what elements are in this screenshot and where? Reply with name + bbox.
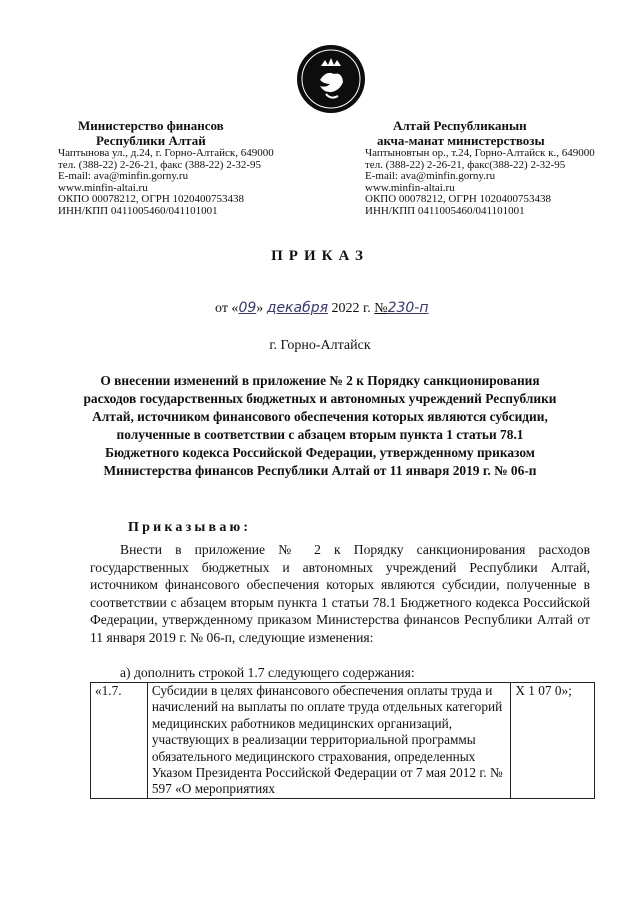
ministry-address: Чаптынова ул., д.24, г. Горно-Алтайск, 649000 bbox=[58, 147, 274, 159]
date-year: 2022 г. bbox=[328, 301, 375, 316]
order-city: г. Горно-Алтайск bbox=[269, 338, 371, 353]
order-title: ПРИКАЗ bbox=[271, 248, 369, 264]
order-date-line bbox=[215, 300, 429, 317]
ministry-okpo: ОКПО 00078212, ОГРН 1020400753438 bbox=[58, 193, 245, 205]
ministry-altai-address: Чаптыновтын ор., т.24, Горно-Алтайск к., 649000 bbox=[365, 147, 595, 159]
date-prefix: от « bbox=[215, 301, 239, 316]
ministry-altai-inn: ИНН/КПП 0411005460/041101001 bbox=[365, 204, 525, 217]
row-number-cell: «1.7. bbox=[91, 683, 148, 799]
amendment-table bbox=[90, 682, 595, 799]
ministry-title-altai-line1: Алтай Республиканын bbox=[393, 118, 527, 133]
ministry-header-russian bbox=[58, 118, 318, 217]
handwritten-number: 230-п bbox=[387, 300, 429, 316]
order-subject: О внесении изменений в приложение № 2 к Порядку санкционирования расходов государственных бюджетных и автономных учреждений Республики Алтай, источником финансового обеспечения которых являются субсидии, полученные в соответствии с абзацем вторым пункта 1 статьи 78.1 Бюджетного кодекса Российской Федерации, утвержденному приказом Министерства финансов Республики Алтай от 11 января 2019 г. № 06-п bbox=[83, 373, 557, 478]
ministry-header-altai bbox=[365, 118, 625, 217]
prikazyvayu-heading: Приказываю: bbox=[128, 520, 252, 535]
handwritten-day: 09 bbox=[238, 300, 257, 316]
coat-of-arms-emblem bbox=[296, 44, 366, 114]
handwritten-month: декабря bbox=[266, 300, 329, 316]
ministry-altai-phone: тел. (388-22) 2-26-21, факс(388-22) 2-32-95 bbox=[365, 158, 566, 171]
ministry-altai-email: E-mail: ava@minfin.gorny.ru bbox=[365, 170, 496, 182]
ministry-title-altai-line2: акча-манат министерствозы bbox=[377, 133, 545, 148]
row-text-cell: Субсидии в целях финансового обеспечения оплаты труда и начислений на выплаты по оплате труда отдельных категорий медицинских работников медицинских организаций, участвующих в реализации территориальной программы обязательного медицинского страхования, определенных Указом Президента Российской Федерации от 7 мая 2012 г. № 597 «О мероприятиях bbox=[147, 683, 510, 799]
ministry-title-line1: Министерство финансов bbox=[78, 118, 224, 133]
ministry-altai-okpo: ОКПО 00078212, ОГРН 1020400753438 bbox=[365, 193, 552, 205]
ministry-inn: ИНН/КПП 0411005460/041101001 bbox=[58, 204, 218, 217]
item-a: а) дополнить строкой 1.7 следующего содержания: bbox=[120, 665, 415, 680]
row-code-cell: Х 1 07 0»; bbox=[511, 683, 595, 799]
table-row bbox=[91, 683, 595, 799]
number-prefix: № bbox=[374, 301, 388, 316]
order-body bbox=[90, 541, 590, 646]
ministry-site: www.minfin-altai.ru bbox=[58, 181, 148, 194]
body-paragraph: Внести в приложение № 2 к Порядку санкционирования расходов государственных бюджетных и автономных учреждений Республики Алтай, источником финансового обеспечения которых являются субсидии, полученные в соответствии с абзацем вторым пункта 1 статьи 78.1 Бюджетного кодекса Российской Федерации, утвержденному приказом Министерства финансов Республики Алтай от 11 января 2019 г. № 06-п, следующие изменения: bbox=[90, 542, 590, 645]
ministry-title-line2: Республики Алтай bbox=[96, 133, 206, 148]
date-mid: » bbox=[256, 301, 267, 316]
ministry-phone: тел. (388-22) 2-26-21, факс (388-22) 2-32-95 bbox=[58, 158, 262, 171]
ministry-email: E-mail: ava@minfin.gorny.ru bbox=[58, 170, 189, 182]
ministry-altai-site: www.minfin-altai.ru bbox=[365, 181, 455, 194]
